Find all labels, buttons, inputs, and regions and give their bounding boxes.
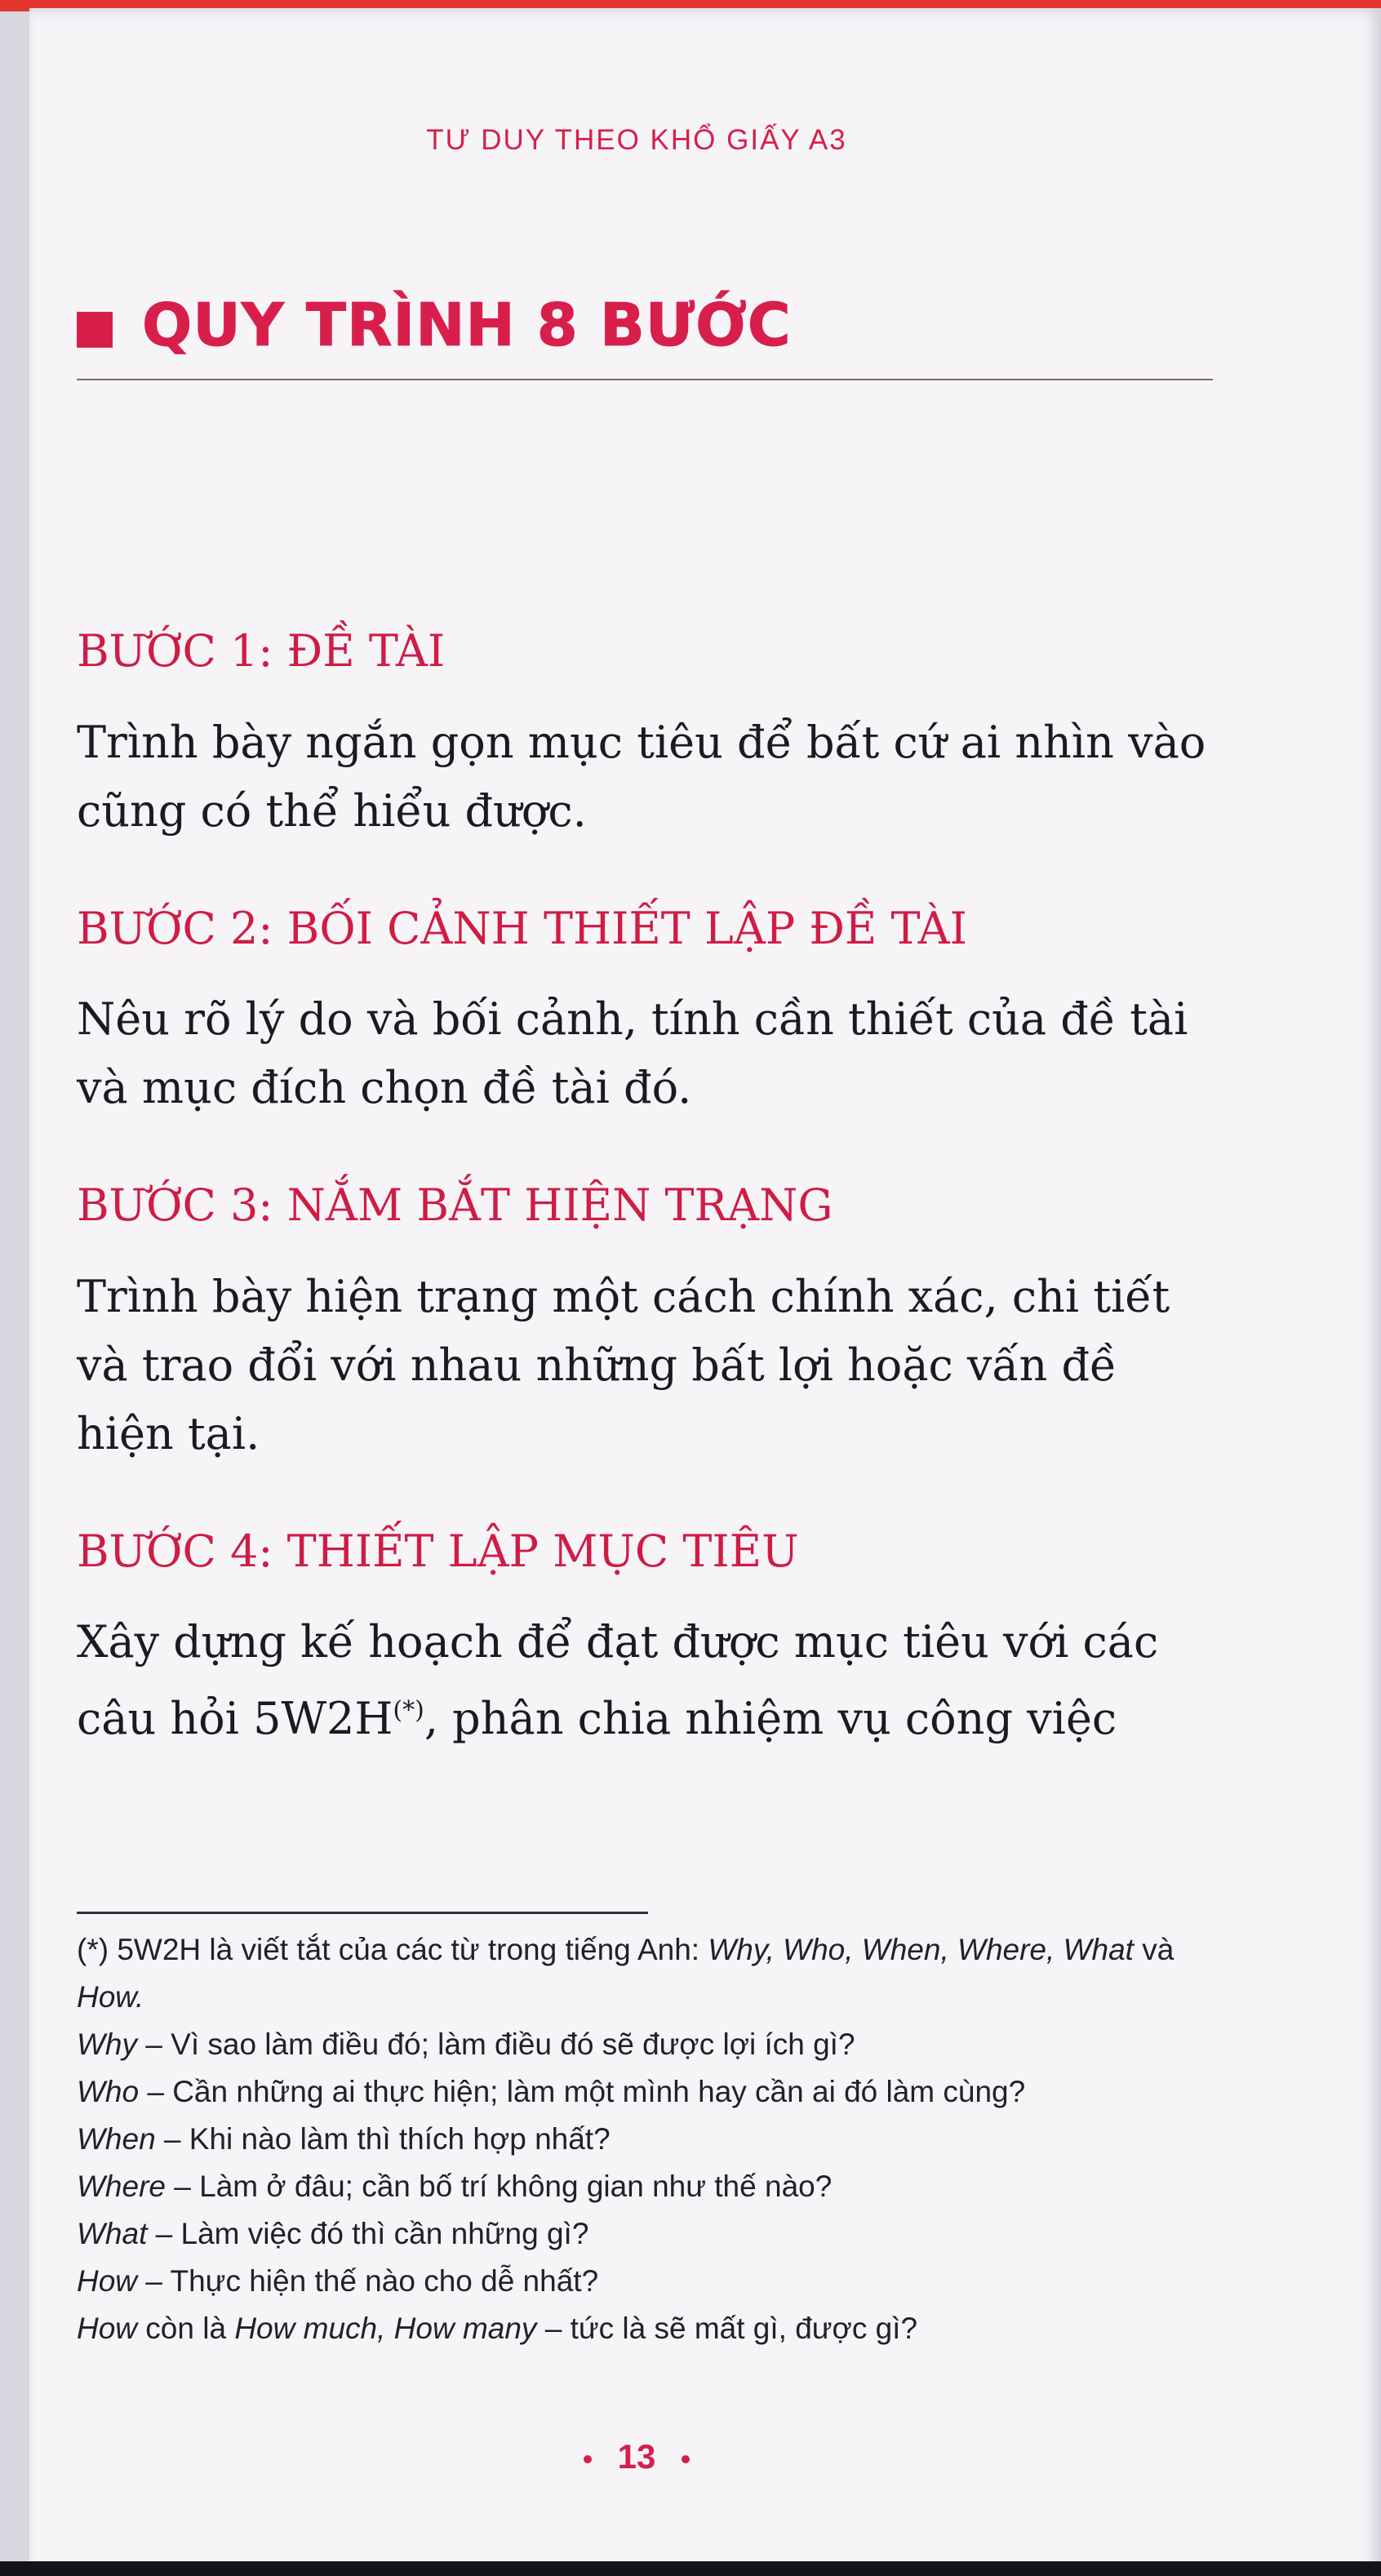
footnote-text: – Làm ở đâu; cần bố trí không gian như thế nào? <box>165 2170 833 2203</box>
footnote-item <box>77 2163 1219 2210</box>
step-body-text: Xây dựng kế hoạch để đạt được mục tiêu với các câu hỏi 5W2H <box>77 1616 1159 1745</box>
footnote-term: Why, Who, When, Where, <box>708 1933 1055 1966</box>
running-head: TƯ DUY THEO KHỔ GIẤY A3 <box>426 124 847 156</box>
footnote-text: và <box>1142 1933 1175 1966</box>
step-title: ĐỀ TÀI <box>286 625 446 677</box>
step-body <box>77 1608 1219 1753</box>
footnote-item <box>77 2258 1219 2305</box>
footnote-term: Why <box>77 2027 137 2061</box>
footnote-term: Where <box>77 2170 166 2203</box>
step-body: Nêu rõ lý do và bối cảnh, tính cần thiết của đề tài và mục đích chọn đề tài đó. <box>77 993 1188 1114</box>
footnote-divider <box>77 1912 648 1914</box>
footnote-item <box>77 2210 1219 2258</box>
footnote-term: Who <box>77 2075 140 2108</box>
step-title: BỐI CẢNH THIẾT LẬP ĐỀ TÀI <box>286 902 967 954</box>
step-title: NẮM BẮT HIỆN TRẠNG <box>286 1179 833 1232</box>
step-label: BƯỚC 3: <box>77 1179 273 1232</box>
footnote-item <box>77 2021 1219 2068</box>
square-bullet-icon <box>77 312 113 348</box>
step-heading <box>77 898 1219 960</box>
bottom-page-edge <box>0 2561 1381 2576</box>
page-number-text: 13 <box>617 2437 656 2476</box>
footnote-text: – Thực hiện thế nào cho dễ nhất? <box>137 2264 599 2298</box>
footnote-item <box>77 2116 1219 2163</box>
footnote-term: How much, How many <box>234 2312 537 2345</box>
step-label: BƯỚC 1: <box>77 625 273 677</box>
step-1 <box>77 620 1219 846</box>
step-title: THIẾT LẬP MỤC TIÊU <box>286 1525 799 1577</box>
footnote-reference: (*) <box>393 1696 424 1725</box>
footnote-text: 5W2H là viết tắt của các từ trong tiếng Anh: <box>117 1933 700 1966</box>
step-2 <box>77 898 1219 1123</box>
step-3 <box>77 1175 1219 1468</box>
chapter-heading <box>77 276 1219 374</box>
step-body: Trình bày ngắn gọn mục tiêu để bất cứ ai nhìn vào cũng có thể hiểu được. <box>77 716 1206 837</box>
footnote-text: – Cần những ai thực hiện; làm một mình hay cần ai đó làm cùng? <box>139 2075 1026 2108</box>
footnote-text: – Khi nào làm thì thích hợp nhất? <box>155 2122 611 2156</box>
footnote-item <box>77 2068 1219 2116</box>
footnotes <box>77 1926 1219 2352</box>
step-heading <box>77 1175 1219 1237</box>
steps-list <box>77 620 1219 1805</box>
footnote-term: What <box>77 2217 148 2250</box>
footnote-term: How <box>77 2264 138 2298</box>
step-heading <box>77 620 1219 682</box>
footnote-term: How <box>77 2312 138 2345</box>
chapter-title: QUY TRÌNH 8 BƯỚC <box>142 291 792 359</box>
footnote-item <box>77 2305 1219 2352</box>
step-heading <box>77 1521 1219 1583</box>
step-body: Trình bày hiện trạng một cách chính xác, chi tiết và trao đổi với nhau những bất lợi hoặc vấn đề hiện tại. <box>77 1270 1170 1459</box>
chapter-divider <box>77 379 1213 380</box>
footnote-text: – Vì sao làm điều đó; làm điều đó sẽ được lợi ích gì? <box>137 2027 855 2061</box>
step-label: BƯỚC 4: <box>77 1525 273 1577</box>
footnote-term: How. <box>77 1980 144 2014</box>
footnote-text: – tức là sẽ mất gì, được gì? <box>536 2312 918 2345</box>
step-body-text: , phân chia nhiệm vụ công việc <box>424 1693 1117 1745</box>
footnote-term: What <box>1063 1933 1134 1966</box>
footnote-text: – Làm việc đó thì cần những gì? <box>147 2217 589 2250</box>
footnote-intro <box>77 1926 1219 2021</box>
footnote-mark: (*) <box>77 1933 109 1966</box>
page-number <box>0 2437 1273 2476</box>
footnote-term: When <box>77 2122 156 2156</box>
step-4 <box>77 1521 1219 1754</box>
footnote-text: còn là <box>137 2312 235 2345</box>
step-label: BƯỚC 2: <box>77 902 273 954</box>
bullet-dot-icon <box>584 2455 592 2463</box>
bullet-dot-icon <box>682 2455 690 2463</box>
